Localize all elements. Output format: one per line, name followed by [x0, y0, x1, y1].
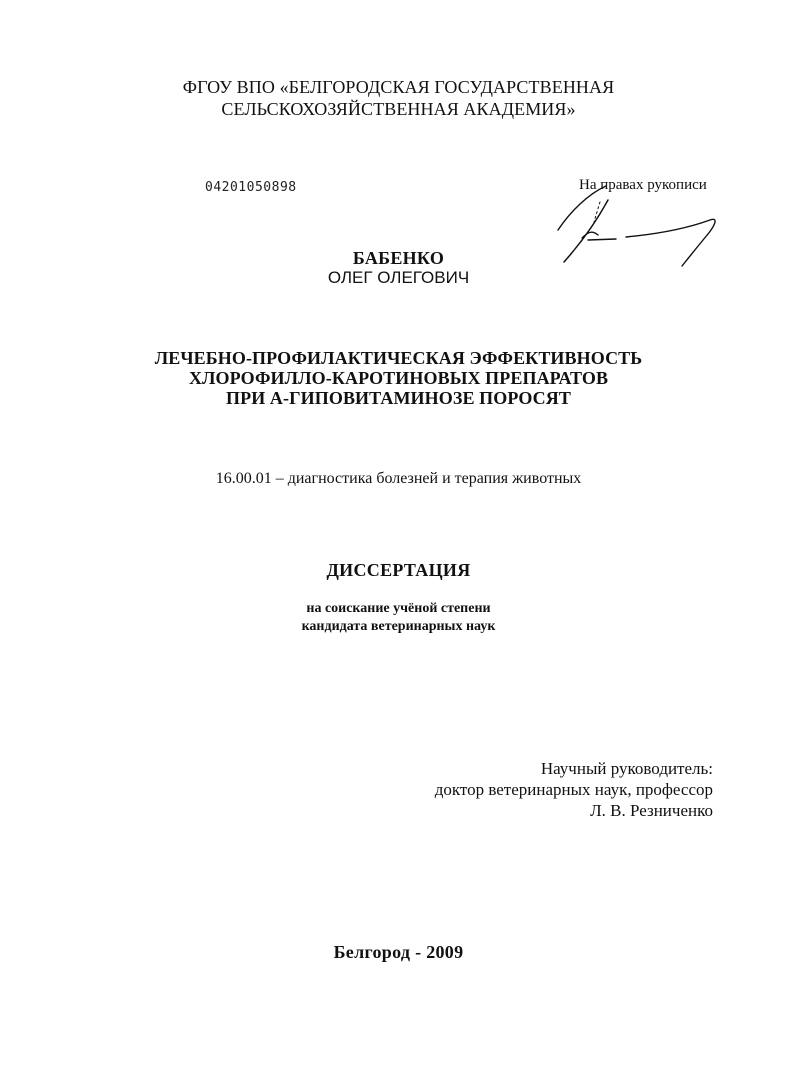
- advisor-name: Л. В. Резниченко: [590, 801, 713, 820]
- title-line-1: ЛЕЧЕБНО-ПРОФИЛАКТИЧЕСКАЯ ЭФФЕКТИВНОСТЬ: [154, 348, 643, 368]
- degree-line-1: на соискание учёной степени: [306, 601, 491, 616]
- city-year: Белгород - 2009: [333, 942, 464, 962]
- advisor-title: доктор ветеринарных наук, профессор: [434, 780, 713, 799]
- institution-line-1: ФГОУ ВПО «БЕЛГОРОДСКАЯ ГОСУДАРСТВЕННАЯ: [182, 77, 615, 97]
- advisor-label: Научный руководитель:: [540, 759, 713, 778]
- document-number: 04201050898: [205, 180, 297, 195]
- dissertation-title: [0, 348, 797, 408]
- institution-name: [0, 76, 797, 120]
- degree-statement: [0, 600, 797, 636]
- title-line-2: ХЛОРОФИЛЛО-КАРОТИНОВЫХ ПРЕПАРАТОВ: [188, 368, 609, 388]
- degree-line-2: кандидата ветеринарных наук: [301, 619, 496, 634]
- specialty-code: 16.00.01 – диагностика болезней и терапия животных: [215, 470, 582, 487]
- manuscript-rights-note: На правах рукописи: [579, 177, 707, 193]
- document-type: ДИССЕРТАЦИЯ: [326, 560, 471, 580]
- scientific-advisor: [435, 758, 713, 821]
- institution-line-2: СЕЛЬСКОХОЗЯЙСТВЕННАЯ АКАДЕМИЯ»: [221, 99, 576, 119]
- title-line-3: ПРИ А-ГИПОВИТАМИНОЗЕ ПОРОСЯТ: [226, 388, 571, 408]
- author-surname: БАБЕНКО: [352, 248, 445, 268]
- author-given-names: ОЛЕГ ОЛЕГОВИЧ: [327, 268, 470, 287]
